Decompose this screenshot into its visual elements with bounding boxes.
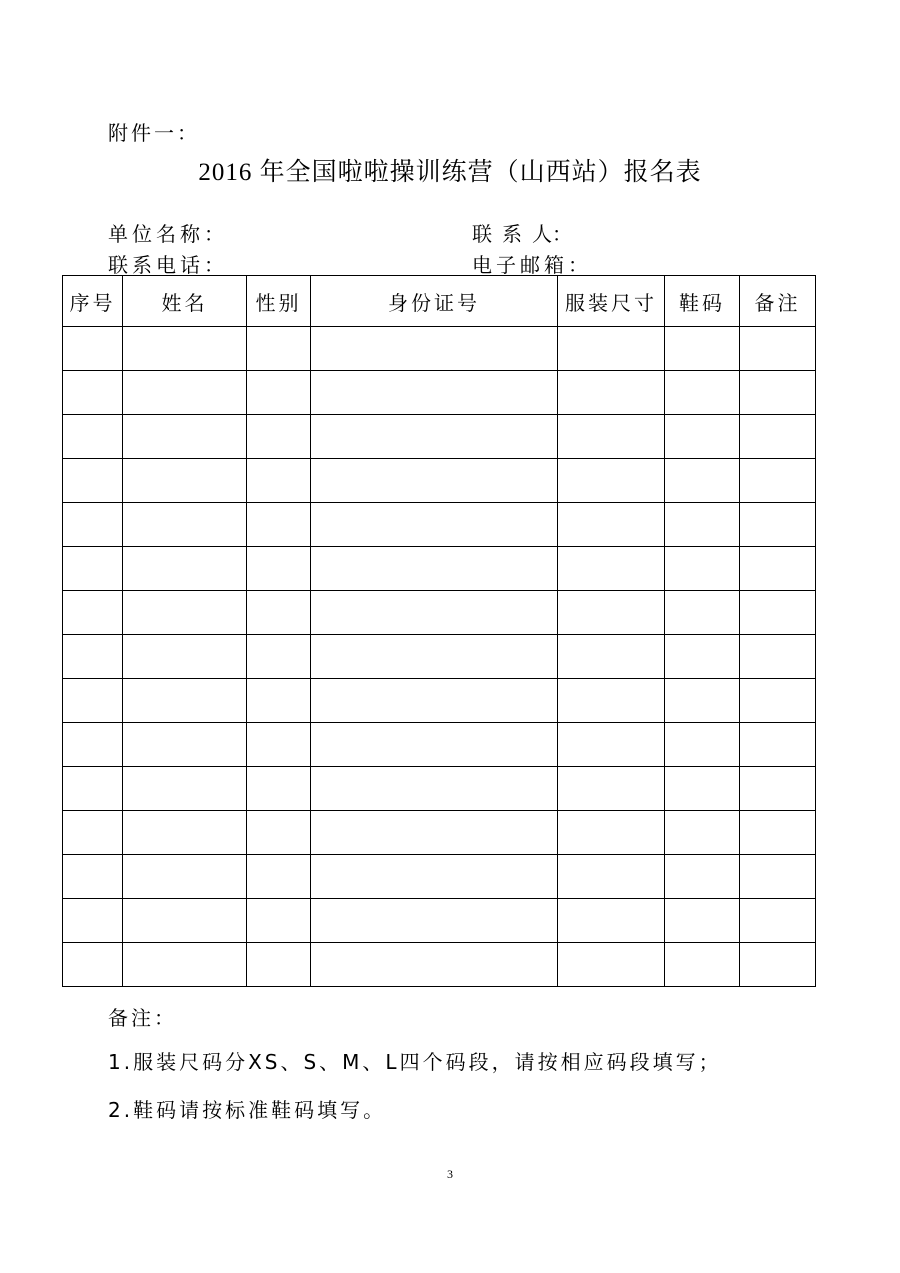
shoe-size-cell[interactable] bbox=[665, 855, 740, 899]
note-item: 2.鞋码请按标准鞋码填写。 bbox=[108, 1098, 387, 1122]
header-shoe-size: 鞋码 bbox=[665, 276, 740, 327]
registration-table bbox=[62, 275, 816, 987]
table-body bbox=[63, 327, 816, 987]
id-number-cell[interactable] bbox=[311, 943, 558, 987]
id-number-cell[interactable] bbox=[311, 899, 558, 943]
shoe-size-cell[interactable] bbox=[665, 371, 740, 415]
contact-person-char-1: 联 bbox=[472, 222, 492, 246]
clothing-size-cell[interactable] bbox=[558, 767, 665, 811]
remarks-cell[interactable] bbox=[740, 767, 816, 811]
serial-number-cell[interactable] bbox=[63, 811, 123, 855]
gender-cell[interactable] bbox=[247, 855, 311, 899]
remarks-cell[interactable] bbox=[740, 679, 816, 723]
id-number-cell[interactable] bbox=[311, 767, 558, 811]
table-row bbox=[63, 591, 816, 635]
table-row bbox=[63, 327, 816, 371]
shoe-size-cell[interactable] bbox=[665, 899, 740, 943]
table-row bbox=[63, 767, 816, 811]
gender-cell[interactable] bbox=[247, 415, 311, 459]
shoe-size-cell[interactable] bbox=[665, 327, 740, 371]
gender-cell[interactable] bbox=[247, 327, 311, 371]
gender-cell[interactable] bbox=[247, 679, 311, 723]
table-row bbox=[63, 899, 816, 943]
id-number-cell[interactable] bbox=[311, 415, 558, 459]
remarks-cell[interactable] bbox=[740, 415, 816, 459]
id-number-cell[interactable] bbox=[311, 723, 558, 767]
shoe-size-cell[interactable] bbox=[665, 811, 740, 855]
serial-number-cell[interactable] bbox=[63, 591, 123, 635]
id-number-cell[interactable] bbox=[311, 547, 558, 591]
clothing-size-cell[interactable] bbox=[558, 855, 665, 899]
shoe-size-cell[interactable] bbox=[665, 943, 740, 987]
header-name: 姓名 bbox=[123, 276, 247, 327]
email-label: 电子邮箱： bbox=[472, 253, 592, 277]
remarks-cell[interactable] bbox=[740, 371, 816, 415]
name-cell[interactable] bbox=[123, 371, 247, 415]
id-number-cell[interactable] bbox=[311, 679, 558, 723]
remarks-cell[interactable] bbox=[740, 459, 816, 503]
remarks-cell[interactable] bbox=[740, 591, 816, 635]
shoe-size-cell[interactable] bbox=[665, 503, 740, 547]
shoe-size-cell[interactable] bbox=[665, 591, 740, 635]
contact-person-label bbox=[472, 218, 572, 247]
id-number-cell[interactable] bbox=[311, 811, 558, 855]
id-number-cell[interactable] bbox=[311, 459, 558, 503]
clothing-size-cell[interactable] bbox=[558, 811, 665, 855]
id-number-cell[interactable] bbox=[311, 591, 558, 635]
name-cell[interactable] bbox=[123, 943, 247, 987]
remarks-cell[interactable] bbox=[740, 855, 816, 899]
gender-cell[interactable] bbox=[247, 635, 311, 679]
table-row bbox=[63, 415, 816, 459]
unit-name-label: 单位名称： bbox=[108, 222, 228, 246]
serial-number-cell[interactable] bbox=[63, 415, 123, 459]
table-row bbox=[63, 855, 816, 899]
name-cell[interactable] bbox=[123, 459, 247, 503]
serial-number-cell[interactable] bbox=[63, 327, 123, 371]
shoe-size-cell[interactable] bbox=[665, 635, 740, 679]
clothing-size-cell[interactable] bbox=[558, 459, 665, 503]
remarks-cell[interactable] bbox=[740, 899, 816, 943]
remarks-cell[interactable] bbox=[740, 723, 816, 767]
shoe-size-cell[interactable] bbox=[665, 415, 740, 459]
header-gender: 性别 bbox=[247, 276, 311, 327]
name-cell[interactable] bbox=[123, 547, 247, 591]
clothing-size-cell[interactable] bbox=[558, 943, 665, 987]
id-number-cell[interactable] bbox=[311, 855, 558, 899]
contact-person-char-3: 人： bbox=[532, 222, 572, 246]
shoe-size-cell[interactable] bbox=[665, 679, 740, 723]
clothing-size-cell[interactable] bbox=[558, 679, 665, 723]
contact-person-char-2: 系 bbox=[502, 222, 522, 246]
shoe-size-cell[interactable] bbox=[665, 723, 740, 767]
table-row bbox=[63, 943, 816, 987]
header-serial-number: 序号 bbox=[63, 276, 123, 327]
header-remarks: 备注 bbox=[740, 276, 816, 327]
clothing-size-cell[interactable] bbox=[558, 415, 665, 459]
name-cell[interactable] bbox=[123, 327, 247, 371]
gender-cell[interactable] bbox=[247, 459, 311, 503]
header-id-number: 身份证号 bbox=[311, 276, 558, 327]
clothing-size-cell[interactable] bbox=[558, 371, 665, 415]
serial-number-cell[interactable] bbox=[63, 503, 123, 547]
table-row bbox=[63, 679, 816, 723]
name-cell[interactable] bbox=[123, 723, 247, 767]
name-cell[interactable] bbox=[123, 811, 247, 855]
attachment-label: 附件一： bbox=[108, 121, 200, 145]
gender-cell[interactable] bbox=[247, 767, 311, 811]
id-number-cell[interactable] bbox=[311, 503, 558, 547]
name-cell[interactable] bbox=[123, 503, 247, 547]
gender-cell[interactable] bbox=[247, 591, 311, 635]
gender-cell[interactable] bbox=[247, 899, 311, 943]
id-number-cell[interactable] bbox=[311, 371, 558, 415]
remarks-cell[interactable] bbox=[740, 327, 816, 371]
table-row bbox=[63, 547, 816, 591]
serial-number-cell[interactable] bbox=[63, 723, 123, 767]
serial-number-cell[interactable] bbox=[63, 855, 123, 899]
header-clothing-size: 服装尺寸 bbox=[558, 276, 665, 327]
phone-label: 联系电话： bbox=[108, 253, 228, 277]
remarks-cell[interactable] bbox=[740, 503, 816, 547]
table-row bbox=[63, 503, 816, 547]
page-number: 3 bbox=[447, 1167, 453, 1181]
table-row bbox=[63, 635, 816, 679]
serial-number-cell[interactable] bbox=[63, 635, 123, 679]
gender-cell[interactable] bbox=[247, 503, 311, 547]
gender-cell[interactable] bbox=[247, 371, 311, 415]
clothing-size-cell[interactable] bbox=[558, 723, 665, 767]
remarks-cell[interactable] bbox=[740, 547, 816, 591]
clothing-size-cell[interactable] bbox=[558, 503, 665, 547]
shoe-size-cell[interactable] bbox=[665, 767, 740, 811]
table-row bbox=[63, 811, 816, 855]
serial-number-cell[interactable] bbox=[63, 679, 123, 723]
remarks-cell[interactable] bbox=[740, 811, 816, 855]
serial-number-cell[interactable] bbox=[63, 899, 123, 943]
table-row bbox=[63, 371, 816, 415]
name-cell[interactable] bbox=[123, 591, 247, 635]
clothing-size-cell[interactable] bbox=[558, 635, 665, 679]
table-row bbox=[63, 723, 816, 767]
gender-cell[interactable] bbox=[247, 811, 311, 855]
clothing-size-cell[interactable] bbox=[558, 899, 665, 943]
clothing-size-cell[interactable] bbox=[558, 547, 665, 591]
name-cell[interactable] bbox=[123, 635, 247, 679]
remarks-cell[interactable] bbox=[740, 943, 816, 987]
notes-label: 备注： bbox=[108, 1006, 177, 1030]
serial-number-cell[interactable] bbox=[63, 547, 123, 591]
table-header-row bbox=[63, 276, 816, 327]
name-cell[interactable] bbox=[123, 415, 247, 459]
name-cell[interactable] bbox=[123, 899, 247, 943]
note-item: 1.服装尺码分XS、S、M、L四个码段，请按相应码段填写； bbox=[108, 1050, 722, 1074]
clothing-size-cell[interactable] bbox=[558, 591, 665, 635]
name-cell[interactable] bbox=[123, 679, 247, 723]
shoe-size-cell[interactable] bbox=[665, 459, 740, 503]
clothing-size-cell[interactable] bbox=[558, 327, 665, 371]
gender-cell[interactable] bbox=[247, 943, 311, 987]
table-row bbox=[63, 459, 816, 503]
serial-number-cell[interactable] bbox=[63, 767, 123, 811]
remarks-cell[interactable] bbox=[740, 635, 816, 679]
name-cell[interactable] bbox=[123, 855, 247, 899]
form-title: 2016 年全国啦啦操训练营（山西站）报名表 bbox=[198, 159, 702, 186]
gender-cell[interactable] bbox=[247, 723, 311, 767]
serial-number-cell[interactable] bbox=[63, 943, 123, 987]
name-cell[interactable] bbox=[123, 767, 247, 811]
serial-number-cell[interactable] bbox=[63, 371, 123, 415]
id-number-cell[interactable] bbox=[311, 327, 558, 371]
gender-cell[interactable] bbox=[247, 547, 311, 591]
shoe-size-cell[interactable] bbox=[665, 547, 740, 591]
serial-number-cell[interactable] bbox=[63, 459, 123, 503]
id-number-cell[interactable] bbox=[311, 635, 558, 679]
